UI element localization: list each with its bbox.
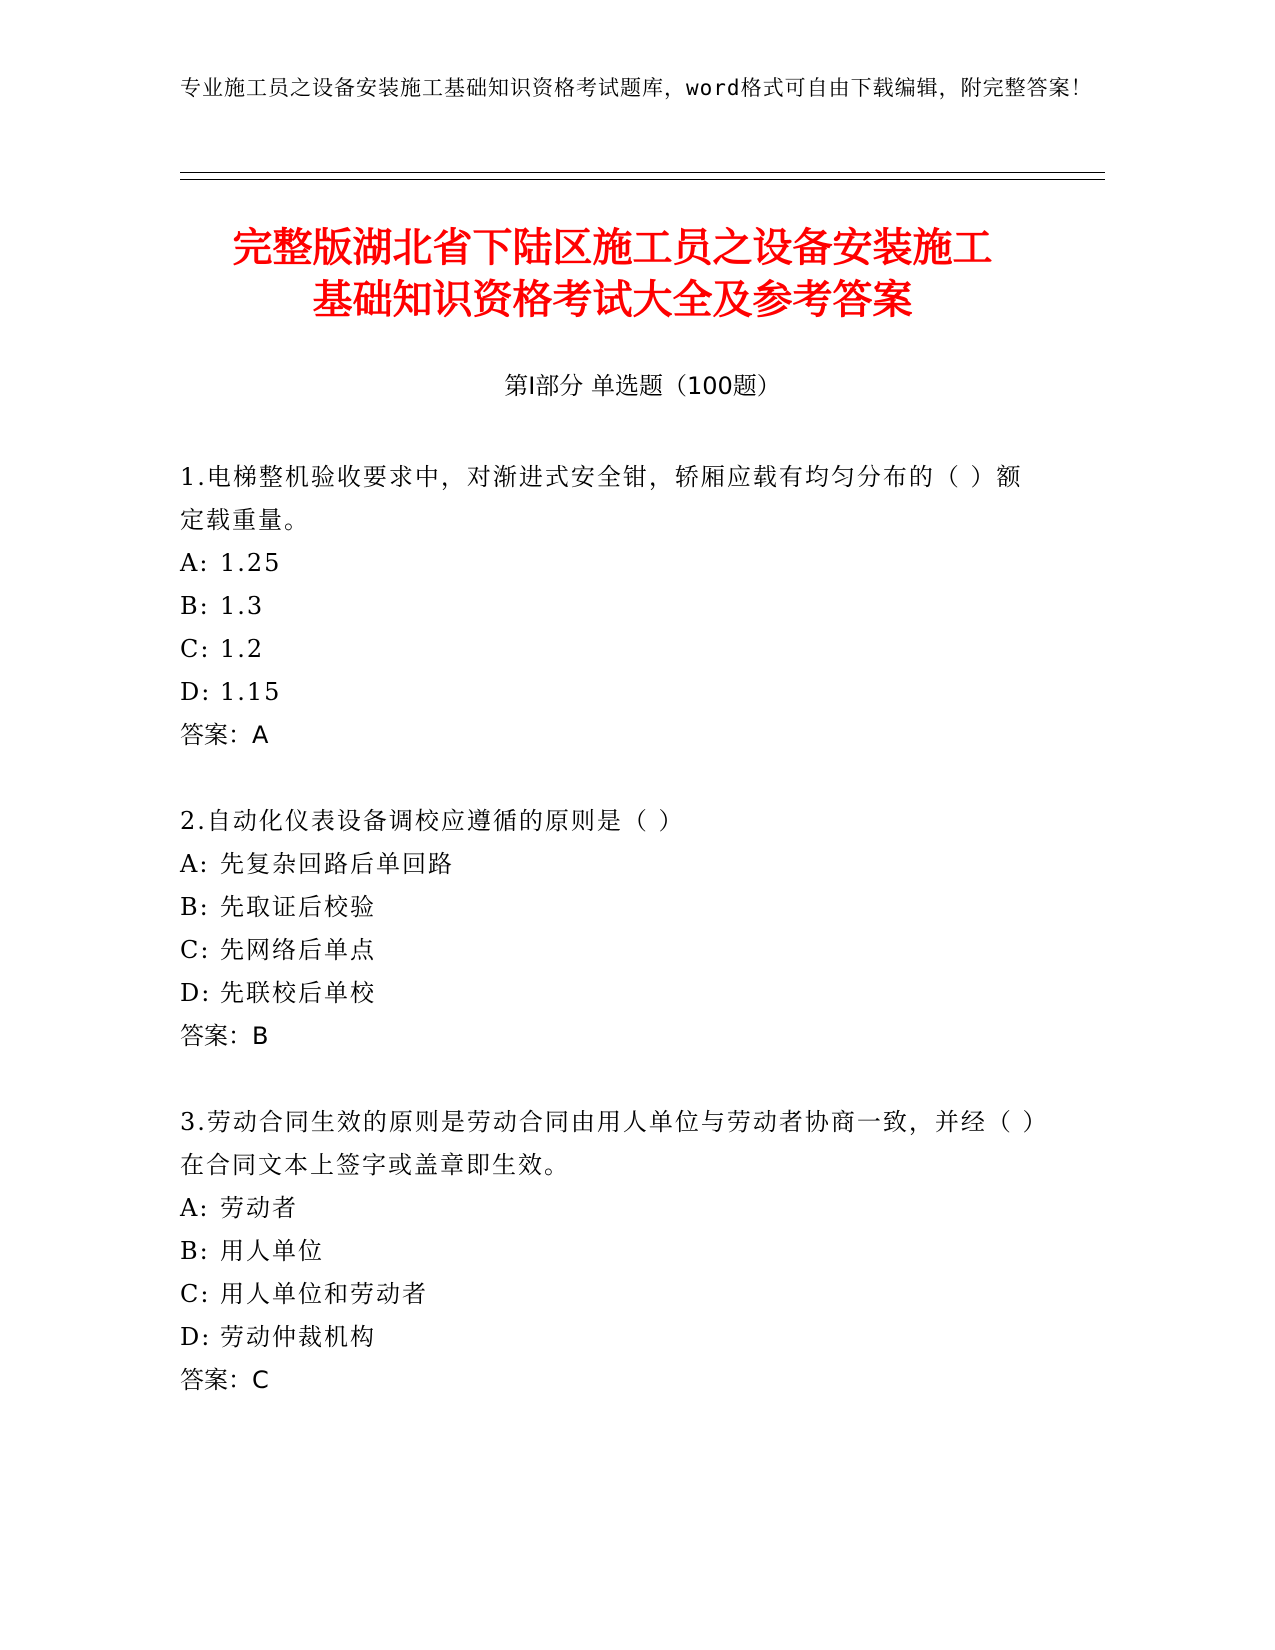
option-a [180, 542, 1040, 585]
option-b [180, 585, 1040, 628]
answer-line [180, 1359, 1040, 1402]
option-b [180, 886, 1040, 929]
option-text: 用人单位和劳动者 [220, 1280, 428, 1308]
answer-prefix: 答案： [180, 721, 252, 749]
document-title-line-2: 基础知识资格考试大全及参考答案 [312, 277, 913, 323]
option-label: A: [180, 1194, 210, 1222]
answer-line [180, 714, 1040, 757]
option-text: 用人单位 [220, 1237, 324, 1265]
option-label: C: [180, 635, 211, 663]
answer-value: C [252, 1366, 269, 1394]
option-text: 劳动者 [220, 1194, 298, 1222]
option-label: B: [180, 1237, 210, 1265]
option-label: C: [180, 936, 211, 964]
option-label: D: [180, 979, 212, 1007]
answer-prefix: 答案： [180, 1366, 252, 1394]
answer-line [180, 1015, 1040, 1058]
section-heading: 第Ⅰ部分 单选题（100题） [504, 372, 781, 400]
question-stem: 1.电梯整机验收要求中，对渐进式安全钳，轿厢应载有均匀分布的（ ）额定载重量。 [180, 463, 1023, 534]
option-a [180, 843, 1040, 886]
option-c [180, 929, 1040, 972]
question-3 [180, 1101, 1040, 1402]
option-d [180, 1316, 1040, 1359]
option-text: 1.15 [220, 678, 282, 706]
option-text: 1.25 [220, 549, 282, 577]
question-list [180, 456, 1040, 1445]
header-note: 专业施工员之设备安装施工基础知识资格考试题库，word格式可自由下载编辑，附完整答案！ [180, 76, 1093, 100]
answer-value: A [252, 721, 269, 749]
option-label: A: [180, 850, 210, 878]
option-label: B: [180, 592, 210, 620]
option-b [180, 1230, 1040, 1273]
option-text: 先联校后单校 [220, 979, 376, 1007]
answer-prefix: 答案： [180, 1022, 252, 1050]
question-stem: 2.自动化仪表设备调校应遵循的原则是（ ） [180, 807, 685, 835]
option-label: B: [180, 893, 210, 921]
option-text: 先复杂回路后单回路 [220, 850, 454, 878]
option-label: C: [180, 1280, 211, 1308]
option-label: A: [180, 549, 210, 577]
option-d [180, 671, 1040, 714]
question-2 [180, 800, 1040, 1058]
header-divider [180, 172, 1105, 180]
option-label: D: [180, 1323, 212, 1351]
option-text: 先取证后校验 [220, 893, 376, 921]
document-title-line-1: 完整版湖北省下陆区施工员之设备安装施工 [232, 225, 993, 271]
option-c [180, 1273, 1040, 1316]
option-d [180, 972, 1040, 1015]
option-a [180, 1187, 1040, 1230]
question-stem: 3.劳动合同生效的原则是劳动合同由用人单位与劳动者协商一致，并经（ ）在合同文本上签字或盖章即生效。 [180, 1108, 1037, 1179]
question-1 [180, 456, 1040, 757]
document-title [120, 222, 1105, 326]
option-text: 先网络后单点 [220, 936, 376, 964]
option-text: 1.3 [220, 592, 265, 620]
option-c [180, 628, 1040, 671]
option-label: D: [180, 678, 212, 706]
answer-value: B [252, 1022, 269, 1050]
option-text: 劳动仲裁机构 [220, 1323, 376, 1351]
option-text: 1.2 [220, 635, 265, 663]
